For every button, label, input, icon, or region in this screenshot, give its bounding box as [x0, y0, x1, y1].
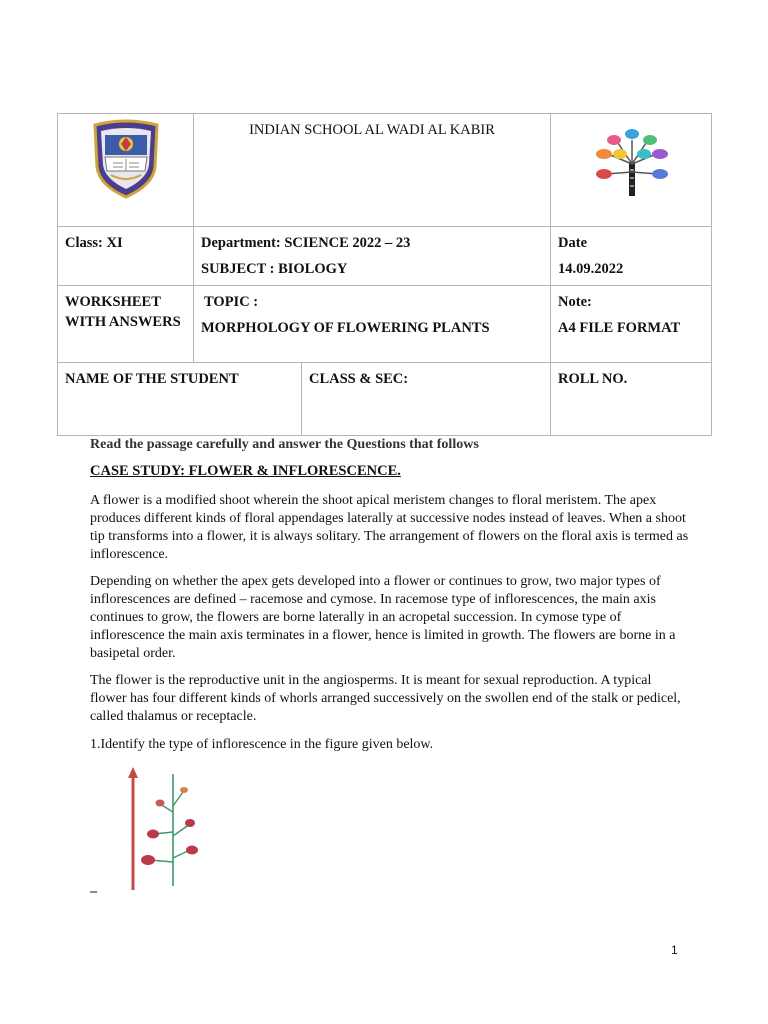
department-label: Department: SCIENCE 2022 – 23 [201, 235, 411, 251]
school-name: INDIAN SCHOOL AL WADI AL KABIR [249, 122, 495, 138]
flower-young-left [156, 800, 165, 807]
flower-mature-right [186, 846, 198, 855]
flower-mature-left [141, 855, 155, 865]
flower-young-right [185, 819, 195, 827]
subject-label: SUBJECT : BIOLOGY [201, 261, 348, 277]
roll-no-cell [551, 363, 712, 436]
paragraph-2: Depending on whether the apex gets developed into a flower or continues to grow, two major types of inflorescences are defined – racemose and cymose. In racemose type of inflorescences, the main axis continues to grow, the flowers are borne laterally in an acropetal succession. In cymose type of inflorescence the main axis terminates in a flower, hence is limited in growth. The flowers are borne in a basipetal order. [90, 574, 676, 661]
flower-bud-top [180, 787, 188, 793]
school-name-cell [194, 114, 551, 227]
class-sec-label: CLASS & SEC: [309, 371, 409, 387]
header-row-student [58, 363, 712, 436]
case-study-title: CASE STUDY: FLOWER & INFLORESCENCE. [90, 463, 401, 479]
topic-label: TOPIC : [204, 294, 259, 310]
left-logo-cell [58, 114, 194, 227]
class-cell [58, 227, 194, 286]
topic-value: MORPHOLOGY OF FLOWERING PLANTS [201, 320, 490, 336]
topic-cell [194, 286, 551, 363]
student-name-cell [58, 363, 302, 436]
date-label: Date [558, 235, 588, 251]
header-table [57, 113, 712, 436]
answer-dash: – [90, 884, 97, 899]
worksheet-line1: WORKSHEET [65, 294, 161, 310]
mind-map-tree-icon [592, 126, 672, 198]
question-1: 1.Identify the type of inflorescence in the figure given below. [90, 737, 434, 752]
date-cell [551, 227, 712, 286]
paragraph-1: A flower is a modified shoot wherein the shoot apical meristem changes to floral meristem. The apex produces different kinds of floral appendages laterally at successive nodes instead of leaves. When a shoot tip transforms into a flower, it is always solitary. The arrangement of flowers on the floral axis is termed as inflorescence. [90, 493, 689, 562]
class-label: Class: XI [65, 235, 123, 251]
student-name-label: NAME OF THE STUDENT [65, 371, 239, 387]
flower-mid-left [147, 830, 159, 839]
roll-no-label: ROLL NO. [558, 371, 628, 387]
worksheet-cell [58, 286, 194, 363]
date-value: 14.09.2022 [558, 261, 624, 277]
note-value: A4 FILE FORMAT [558, 320, 681, 336]
department-cell [194, 227, 551, 286]
header-row-topic [58, 286, 712, 363]
note-label: Note: [558, 294, 592, 310]
worksheet-line2: WITH ANSWERS [65, 314, 181, 330]
page-number: 1 [671, 943, 678, 957]
school-crest-icon [91, 119, 161, 199]
header-row-logos [58, 114, 712, 227]
header-row-class [58, 227, 712, 286]
class-sec-cell [302, 363, 551, 436]
inflorescence-figure [104, 762, 224, 892]
instruction-text: Read the passage carefully and answer the Questions that follows [90, 437, 479, 452]
right-logo-cell [551, 114, 712, 227]
note-cell [551, 286, 712, 363]
paragraph-3: The flower is the reproductive unit in the angiosperms. It is meant for sexual reproduction. A typical flower has four different kinds of whorls arranged successively on the swollen end of the stalk or pedicel, called thalamus or receptacle. [90, 673, 681, 724]
